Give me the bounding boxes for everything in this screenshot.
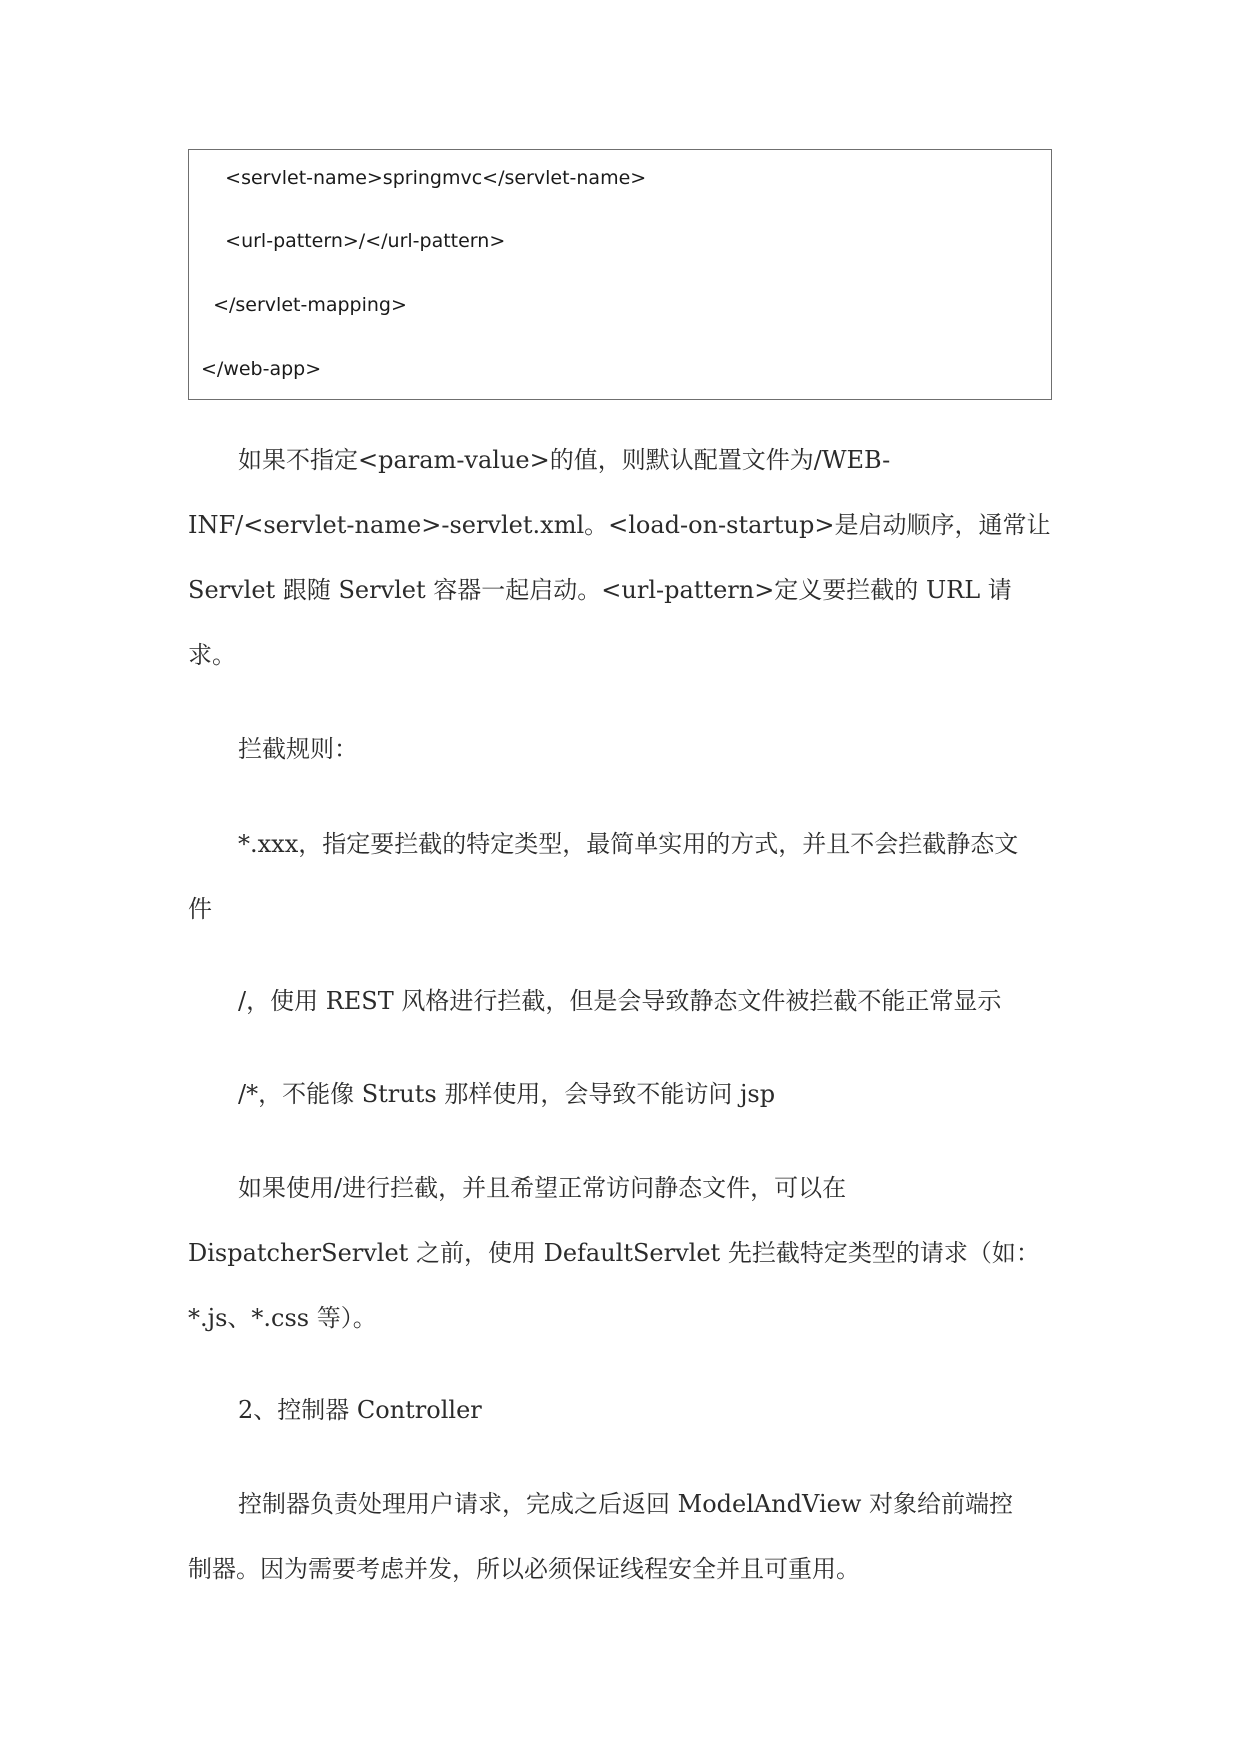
paragraph-rule-slash-star	[188, 1062, 1058, 1127]
text-line: 如果使用/进行拦截，并且希望正常访问静态文件，可以在	[238, 1174, 847, 1202]
section-heading-controller	[188, 1378, 1058, 1443]
paragraph-rule-extension	[188, 812, 1058, 942]
paragraph-rule-slash	[188, 969, 1058, 1034]
text-line: 件	[188, 895, 212, 923]
text-line: /*，不能像 Struts 那样使用，会导致不能访问 jsp	[238, 1080, 776, 1108]
text-line: 制器。因为需要考虑并发，所以必须保证线程安全并且可重用。	[188, 1555, 860, 1583]
text-line: 控制器负责处理用户请求，完成之后返回 ModelAndView 对象给前端控	[238, 1490, 1014, 1518]
text-line: INF/<servlet-name>-servlet.xml。<load-on-startup>是启动顺序，通常让	[188, 511, 1051, 539]
text-line: 求。	[188, 641, 236, 669]
text-line: *.xxx，指定要拦截的特定类型，最简单实用的方式，并且不会拦截静态文	[238, 830, 1019, 858]
text-line: /，使用 REST 风格进行拦截，但是会导致静态文件被拦截不能正常显示	[238, 987, 1002, 1015]
text-line: 如果不指定<param-value>的值，则默认配置文件为/WEB-	[238, 446, 891, 474]
code-block	[188, 149, 1052, 400]
code-line: </servlet-mapping>	[201, 294, 407, 316]
paragraph-default-config	[188, 428, 1058, 688]
text-line: 拦截规则：	[238, 735, 358, 763]
paragraph-intercept-rules-heading	[188, 717, 1058, 782]
code-line: </web-app>	[201, 358, 322, 380]
text-line: Servlet 跟随 Servlet 容器一起启动。<url-pattern>定义要拦截的 URL 请	[188, 576, 1012, 604]
text-line: DispatcherServlet 之前，使用 DefaultServlet 先拦截特定类型的请求（如：	[188, 1239, 1040, 1267]
code-line: <url-pattern>/</url-pattern>	[201, 230, 506, 252]
paragraph-static-files	[188, 1156, 1058, 1351]
text-line: *.js、*.css 等）。	[188, 1304, 377, 1332]
code-line: <servlet-name>springmvc</servlet-name>	[201, 167, 647, 189]
paragraph-controller-desc	[188, 1472, 1058, 1602]
text-line: 2、控制器 Controller	[238, 1396, 482, 1424]
